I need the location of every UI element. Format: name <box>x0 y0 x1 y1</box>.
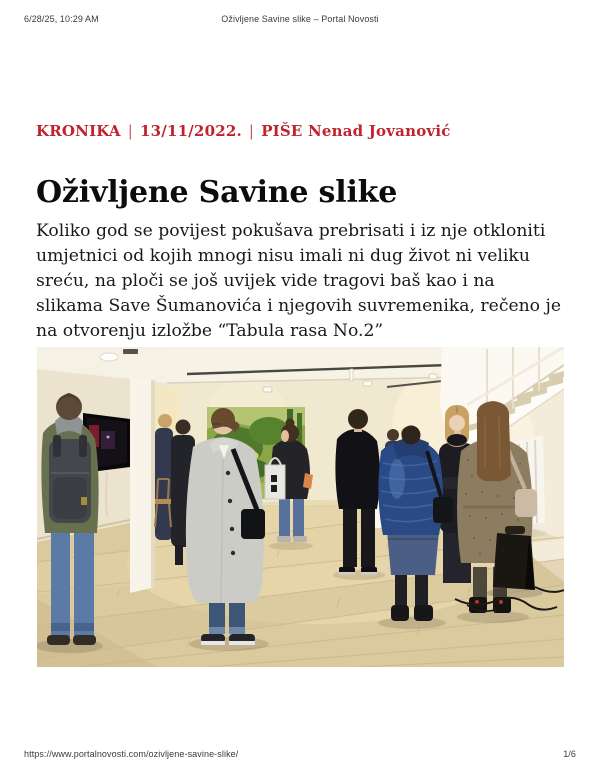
kicker-separator: | <box>127 122 134 140</box>
article-lead-paragraph: Koliko god se povijest pokušava prebrisati i iz nje otkloniti umjetnici od kojih mnogi nisu imali ni dug život ni veliku sreću, na ploči se još uvijek vide tragovi baš kao i na slikama Save Šumanovića i njegovih suvremenika, rečeno je na otvorenju izložbe “Tabula rasa No.2” <box>36 221 561 342</box>
gallery-photo-illustration <box>37 347 564 667</box>
article-photo <box>37 347 564 667</box>
article-kicker <box>36 122 566 140</box>
print-footer-page-indicator: 1/6 <box>563 749 576 759</box>
gallery-column <box>130 377 155 593</box>
print-footer-url: https://www.portalnovosti.com/ozivljene-savine-slike/ <box>24 749 239 759</box>
kicker-byline: PIŠE Nenad Jovanović <box>261 122 451 140</box>
article-title: Oživljene Savine slike <box>36 175 398 211</box>
print-header-doc-title: Oživljene Savine slike – Portal Novosti <box>221 14 379 24</box>
kicker-separator: | <box>248 122 255 140</box>
kicker-section: KRONIKA <box>36 122 121 140</box>
print-header-datetime: 6/28/25, 10:29 AM <box>24 14 99 24</box>
kicker-date: 13/11/2022. <box>140 122 242 140</box>
